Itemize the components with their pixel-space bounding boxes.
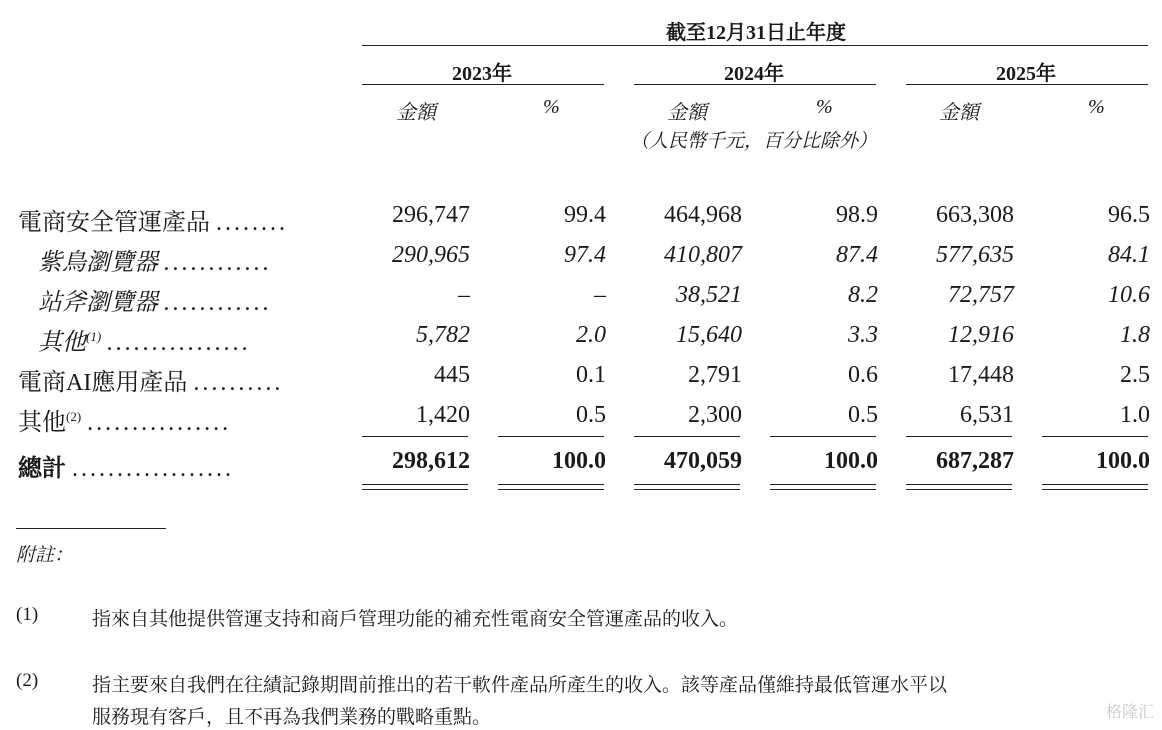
- cell: 1.0: [1120, 402, 1150, 428]
- pct-label-2025: %: [1088, 96, 1105, 118]
- cell: 98.9: [836, 202, 878, 228]
- row-label: 電商安全管運產品 ........: [18, 210, 288, 236]
- cell: 663,308: [936, 202, 1014, 228]
- cell: 2.0: [576, 322, 606, 348]
- watermark-logo: 格隆汇: [1105, 702, 1154, 721]
- note-2-text: 指主要來自我們在往績記錄期間前推出的若干軟件產品所產生的收入。該等產品僅維持最低管運水平以: [92, 675, 948, 696]
- cell: 445: [434, 362, 470, 388]
- subtotal-rule: [770, 436, 876, 437]
- cell: 87.4: [836, 242, 878, 268]
- cell: –: [458, 282, 470, 308]
- cell: 0.1: [576, 362, 606, 388]
- cell: 5,782: [416, 322, 470, 348]
- row-label: 其他$^{(2)}$ ................: [18, 409, 232, 436]
- cell: 72,757: [948, 282, 1014, 308]
- cell: 2.5: [1120, 362, 1150, 388]
- cell: 2,791: [688, 362, 742, 388]
- cell: 296,747: [392, 202, 470, 228]
- note-1-number: (1): [16, 604, 39, 625]
- header-rule: [362, 45, 1148, 46]
- cell: 96.5: [1108, 202, 1150, 228]
- cell: 12,916: [948, 322, 1014, 348]
- notes-heading: 附註：: [16, 545, 74, 566]
- cell: 3.3: [848, 322, 878, 348]
- total-double-rule: [906, 484, 1012, 485]
- year-2024: 2024年: [724, 63, 784, 85]
- subtotal-rule: [634, 436, 740, 437]
- total-double-rule: [362, 484, 468, 485]
- cell: 99.4: [564, 202, 606, 228]
- row-label: 站斧瀏覽器 ............: [38, 290, 272, 316]
- pct-label-2023: %: [543, 96, 560, 118]
- row-label: 電商AI應用產品 ..........: [18, 370, 284, 396]
- cell: 100.0: [824, 448, 878, 474]
- cell: 470,059: [664, 448, 742, 474]
- cell: 687,287: [936, 448, 1014, 474]
- total-double-rule: [634, 484, 740, 485]
- cell: 97.4: [564, 242, 606, 268]
- cell: 100.0: [1096, 448, 1150, 474]
- cell: 464,968: [664, 202, 742, 228]
- subtotal-rule: [498, 436, 604, 437]
- year-rule-2023: [362, 84, 604, 85]
- note-2-text-cont: 服務現有客戶，且不再為我們業務的戰略重點。: [92, 707, 492, 728]
- total-label: 總計 ..................: [18, 456, 234, 482]
- note-2-number: (2): [16, 670, 39, 691]
- cell: 577,635: [936, 242, 1014, 268]
- amount-label-2024: 金額: [667, 102, 707, 124]
- total-double-rule: [770, 489, 876, 490]
- year-rule-2025: [906, 84, 1148, 85]
- total-double-rule: [1042, 484, 1148, 485]
- cell: 1.8: [1120, 322, 1150, 348]
- cell: 100.0: [552, 448, 606, 474]
- cell: –: [594, 282, 606, 308]
- total-double-rule: [498, 489, 604, 490]
- subtotal-rule: [906, 436, 1012, 437]
- cell: 10.6: [1108, 282, 1150, 308]
- note-1-text: 指來自其他提供管運支持和商戶管理功能的補充性電商安全管運產品的收入。: [92, 609, 739, 630]
- cell: 410,807: [664, 242, 742, 268]
- row-label: 其他$^{(1)}$ ................: [38, 329, 252, 356]
- year-2025: 2025年: [996, 63, 1056, 85]
- amount-label-2023: 金額: [396, 102, 436, 124]
- cell: 0.5: [848, 402, 878, 428]
- year-2023: 2023年: [452, 63, 512, 85]
- total-double-rule: [1042, 489, 1148, 490]
- unit-note: （人民幣千元，百分比除外）: [630, 131, 878, 152]
- cell: 15,640: [676, 322, 742, 348]
- cell: 2,300: [688, 402, 742, 428]
- cell: 290,965: [392, 242, 470, 268]
- total-double-rule: [770, 484, 876, 485]
- total-double-rule: [634, 489, 740, 490]
- amount-label-2025: 金額: [939, 102, 979, 124]
- cell: 298,612: [392, 448, 470, 474]
- cell: 1,420: [416, 402, 470, 428]
- cell: 17,448: [948, 362, 1014, 388]
- total-double-rule: [498, 484, 604, 485]
- period-header: 截至12月31日止年度: [666, 22, 846, 44]
- total-double-rule: [906, 489, 1012, 490]
- notes-separator: [16, 528, 166, 529]
- cell: 84.1: [1108, 242, 1150, 268]
- total-double-rule: [362, 489, 468, 490]
- subtotal-rule: [1042, 436, 1148, 437]
- cell: 6,531: [960, 402, 1014, 428]
- cell: 38,521: [676, 282, 742, 308]
- pct-label-2024: %: [816, 96, 833, 118]
- year-rule-2024: [634, 84, 876, 85]
- row-label: 紫鳥瀏覽器 ............: [38, 250, 272, 276]
- cell: 0.6: [848, 362, 878, 388]
- subtotal-rule: [362, 436, 468, 437]
- cell: 8.2: [848, 282, 878, 308]
- cell: 0.5: [576, 402, 606, 428]
